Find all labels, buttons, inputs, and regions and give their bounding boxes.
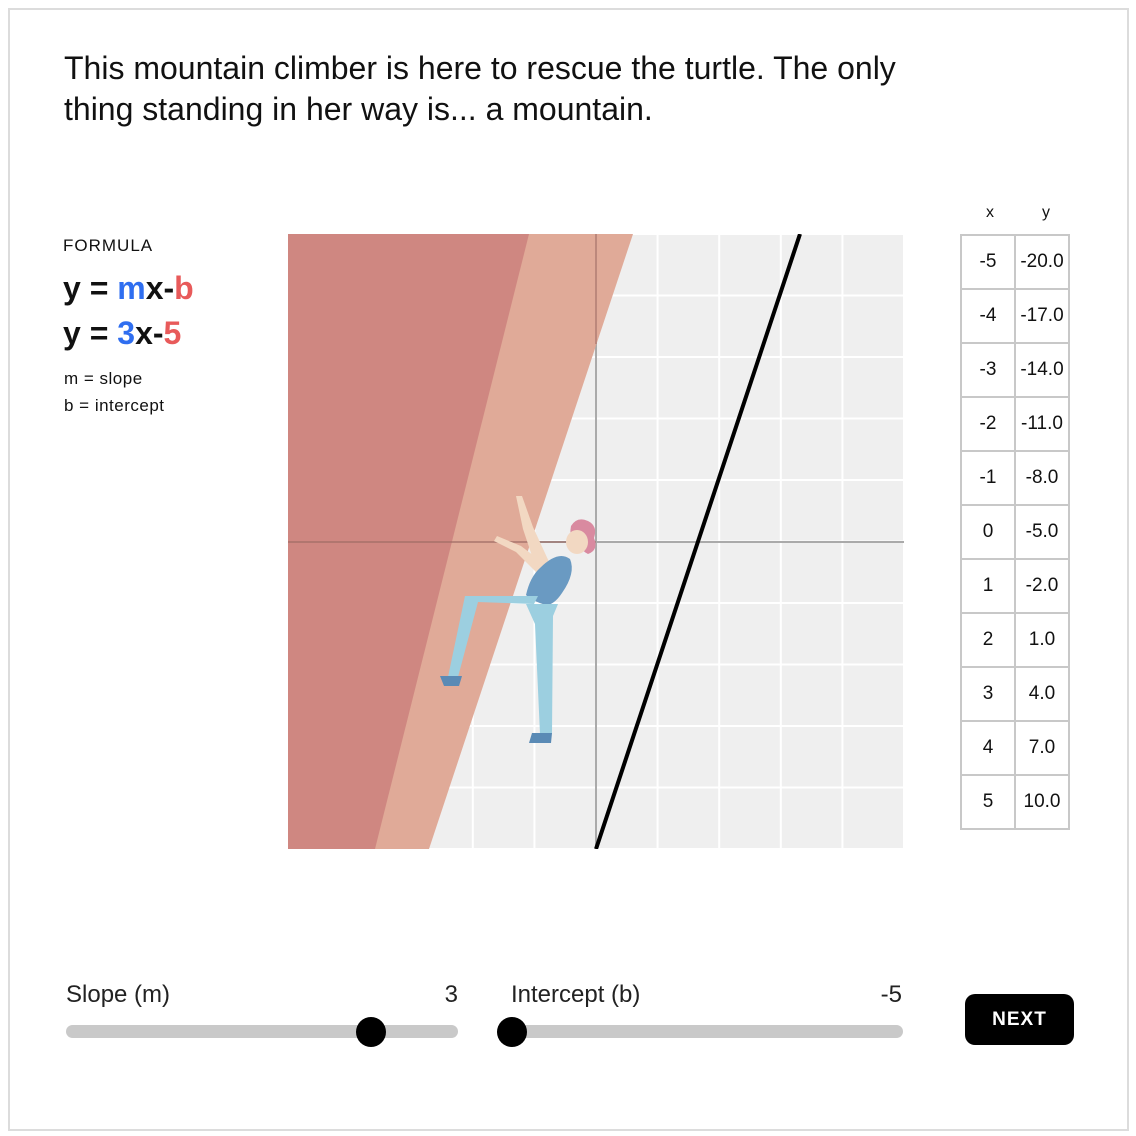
formula-m: m — [117, 270, 146, 306]
instructions-text — [64, 48, 1044, 130]
table-y-cell: 10.0 — [1015, 775, 1069, 829]
table-row — [961, 721, 1069, 775]
table-x-cell: 2 — [961, 613, 1015, 667]
table-y-cell: -14.0 — [1015, 343, 1069, 397]
table-row — [961, 505, 1069, 559]
table-y-header: y — [1042, 204, 1050, 221]
formula-x: x- — [145, 270, 175, 306]
intercept-legend: b = intercept — [64, 396, 165, 415]
current-intercept-value: 5 — [163, 315, 182, 351]
line-graph — [288, 234, 904, 849]
intercept-slider-thumb[interactable] — [497, 1017, 527, 1047]
table-x-header: x — [986, 204, 994, 221]
generic-formula — [63, 270, 194, 307]
slope-slider-thumb[interactable] — [356, 1017, 386, 1047]
current-formula — [63, 315, 181, 352]
current-formula-y: y = — [63, 315, 118, 351]
table-row — [961, 289, 1069, 343]
table-row — [961, 667, 1069, 721]
slope-legend: m = slope — [64, 369, 143, 388]
next-button[interactable]: NEXT — [965, 994, 1074, 1045]
table-y-cell: 4.0 — [1015, 667, 1069, 721]
table-row — [961, 235, 1069, 289]
table-x-cell: 5 — [961, 775, 1015, 829]
slope-slider-value: 3 — [444, 981, 458, 1008]
table-y-cell: -8.0 — [1015, 451, 1069, 505]
table-x-cell: 0 — [961, 505, 1015, 559]
table-y-cell: -17.0 — [1015, 289, 1069, 343]
slope-slider-track[interactable] — [66, 1025, 458, 1038]
formula-b: b — [174, 270, 194, 306]
table-row — [961, 775, 1069, 829]
table-x-cell: -3 — [961, 343, 1015, 397]
intercept-slider-label: Intercept (b) — [511, 981, 641, 1008]
intercept-slider-track[interactable] — [497, 1025, 903, 1038]
climber-head — [566, 530, 588, 554]
table-row — [961, 343, 1069, 397]
instructions-line-2: thing standing in her way is... a mountain. — [64, 91, 653, 127]
table-x-cell: -5 — [961, 235, 1015, 289]
formula-y: y = — [63, 270, 118, 306]
instructions-line-1: This mountain climber is here to rescue the turtle. The only — [64, 50, 896, 86]
table-x-cell: -1 — [961, 451, 1015, 505]
formula-heading: FORMULA — [63, 236, 154, 255]
table-y-cell: -2.0 — [1015, 559, 1069, 613]
current-formula-x: x- — [135, 315, 164, 351]
values-table — [960, 234, 1070, 830]
table-row — [961, 559, 1069, 613]
current-slope-value: 3 — [117, 315, 136, 351]
slope-slider-label: Slope (m) — [66, 981, 171, 1008]
table-y-cell: -20.0 — [1015, 235, 1069, 289]
table-x-cell: -2 — [961, 397, 1015, 451]
intercept-slider-value: -5 — [880, 981, 902, 1008]
table-x-cell: 1 — [961, 559, 1015, 613]
table-row — [961, 397, 1069, 451]
table-y-cell: 7.0 — [1015, 721, 1069, 775]
table-x-cell: 4 — [961, 721, 1015, 775]
climber-front-shoe — [529, 733, 552, 743]
table-y-cell: -11.0 — [1015, 397, 1069, 451]
table-x-cell: 3 — [961, 667, 1015, 721]
table-row — [961, 613, 1069, 667]
table-y-cell: -5.0 — [1015, 505, 1069, 559]
table-y-cell: 1.0 — [1015, 613, 1069, 667]
table-x-cell: -4 — [961, 289, 1015, 343]
table-row — [961, 451, 1069, 505]
